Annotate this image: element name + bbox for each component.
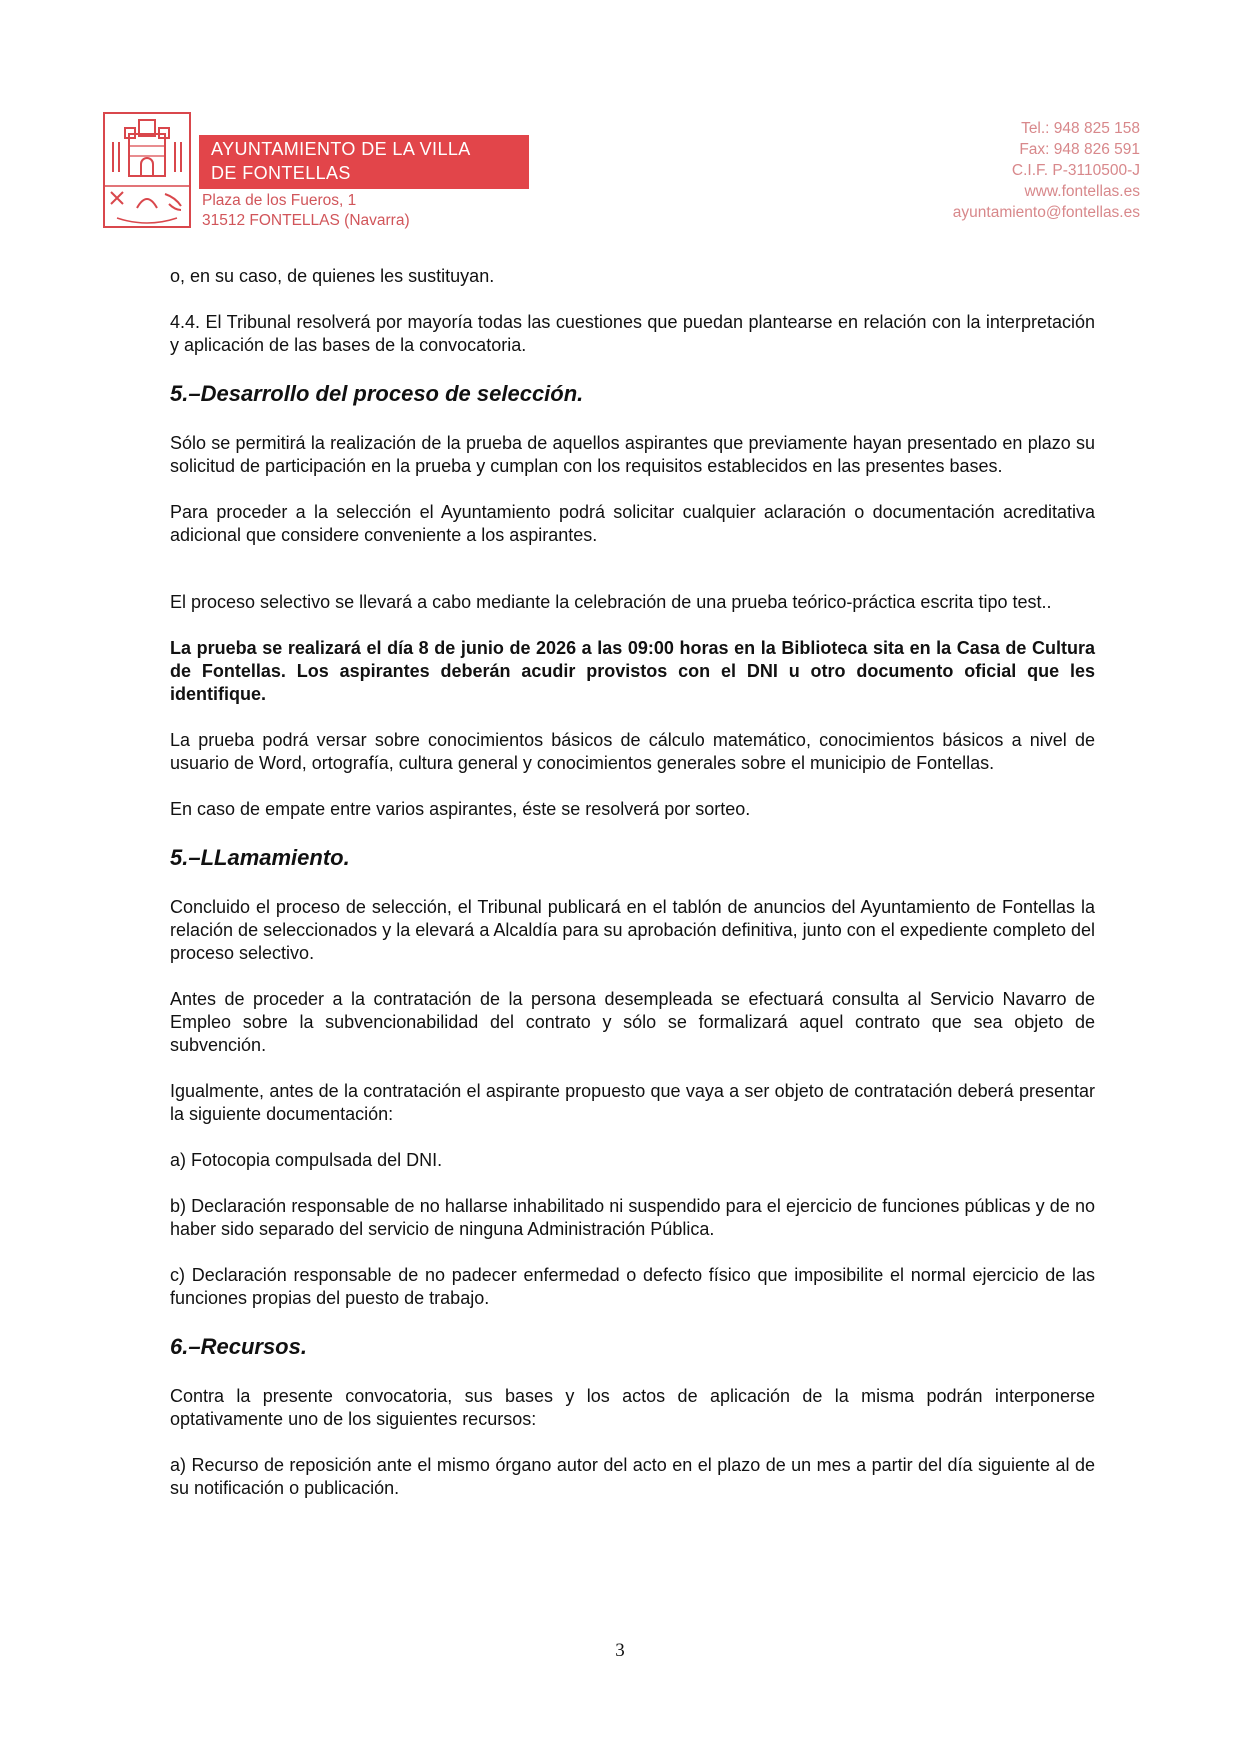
paragraph: La prueba podrá versar sobre conocimientos básicos de cálculo matemático, conocimientos básicos a nivel de usuario de Word, ortografía, cultura general y conocimientos generales sobre el municipio de Fontellas. xyxy=(170,730,1095,773)
cif: C.I.F. P-3110500-J xyxy=(1011,162,1140,179)
section-heading: 5.–LLamamiento. xyxy=(170,845,350,870)
contact-block xyxy=(953,118,1140,223)
list-item: c) Declaración responsable de no padecer enfermedad o defecto físico que imposibilite el normal ejercicio de las funciones propias del puesto de trabajo. xyxy=(170,1265,1095,1308)
paragraph: En caso de empate entre varios aspirantes, éste se resolverá por sorteo. xyxy=(170,799,751,819)
paragraph: o, en su caso, de quienes les sustituyan. xyxy=(170,266,495,286)
paragraph: Para proceder a la selección el Ayuntamiento podrá solicitar cualquier aclaración o documentación acreditativa adicional que considere conveniente a los aspirantes. xyxy=(170,502,1095,545)
fax: Fax: 948 826 591 xyxy=(1019,141,1140,158)
document-body xyxy=(170,265,1095,1523)
address-line2: 31512 FONTELLAS (Navarra) xyxy=(202,212,410,229)
email: ayuntamiento@fontellas.es xyxy=(952,204,1140,221)
paragraph: 4.4. El Tribunal resolverá por mayoría todas las cuestiones que puedan plantearse en relación con la interpretación y aplicación de las bases de la convocatoria. xyxy=(170,312,1095,355)
paragraph: Contra la presente convocatoria, sus bases y los actos de aplicación de la misma podrán interponerse optativamente uno de los siguientes recursos: xyxy=(170,1386,1095,1429)
telephone: Tel.: 948 825 158 xyxy=(1021,120,1140,137)
highlighted-paragraph: La prueba se realizará el día 8 de junio de 2026 a las 09:00 horas en la Biblioteca sita en la Casa de Cultura de Fontellas. Los aspirantes deberán acudir provistos con el DNI u otro documento oficial que les identifique. xyxy=(170,638,1095,704)
paragraph: Antes de proceder a la contratación de la persona desempleada se efectuará consulta al Servicio Navarro de Empleo sobre la subvencionabilidad del contrato y sólo se formalizará aquel contrato que sea objeto de subvención. xyxy=(170,989,1095,1055)
list-item: a) Recurso de reposición ante el mismo órgano autor del acto en el plazo de un mes a partir del día siguiente al de su notificación o publicación. xyxy=(170,1455,1095,1498)
paragraph: El proceso selectivo se llevará a cabo mediante la celebración de una prueba teórico-práctica escrita tipo test.. xyxy=(170,592,1052,612)
paragraph: Concluido el proceso de selección, el Tribunal publicará en el tablón de anuncios del Ayuntamiento de Fontellas la relación de seleccionados y la elevará a Alcaldía para su aprobación definitiva, junto con el expediente completo del proceso selectivo. xyxy=(170,897,1095,963)
page-number: 3 xyxy=(615,1640,625,1661)
list-item: a) Fotocopia compulsada del DNI. xyxy=(170,1150,443,1170)
org-name-line1: AYUNTAMIENTO DE LA VILLA xyxy=(211,139,471,159)
org-name-banner xyxy=(199,135,529,189)
paragraph: Sólo se permitirá la realización de la prueba de aquellos aspirantes que previamente hayan presentado en plazo su solicitud de participación en la prueba y cumplan con los requisitos establecidos en las presentes bases. xyxy=(170,433,1095,476)
address-line1: Plaza de los Fueros, 1 xyxy=(202,192,357,209)
list-item: b) Declaración responsable de no hallarse inhabilitado ni suspendido para el ejercicio de funciones públicas y de no haber sido separado del servicio de ninguna Administración Pública. xyxy=(170,1196,1095,1239)
coat-of-arms-logo xyxy=(103,112,191,228)
section-heading: 5.–Desarrollo del proceso de selección. xyxy=(170,381,584,406)
org-name-line2: DE FONTELLAS xyxy=(211,163,351,183)
letterhead xyxy=(0,0,1240,240)
paragraph: Igualmente, antes de la contratación el aspirante propuesto que vaya a ser objeto de contratación deberá presentar la siguiente documentación: xyxy=(170,1081,1095,1124)
section-heading: 6.–Recursos. xyxy=(170,1334,307,1359)
website: www.fontellas.es xyxy=(1024,183,1140,200)
